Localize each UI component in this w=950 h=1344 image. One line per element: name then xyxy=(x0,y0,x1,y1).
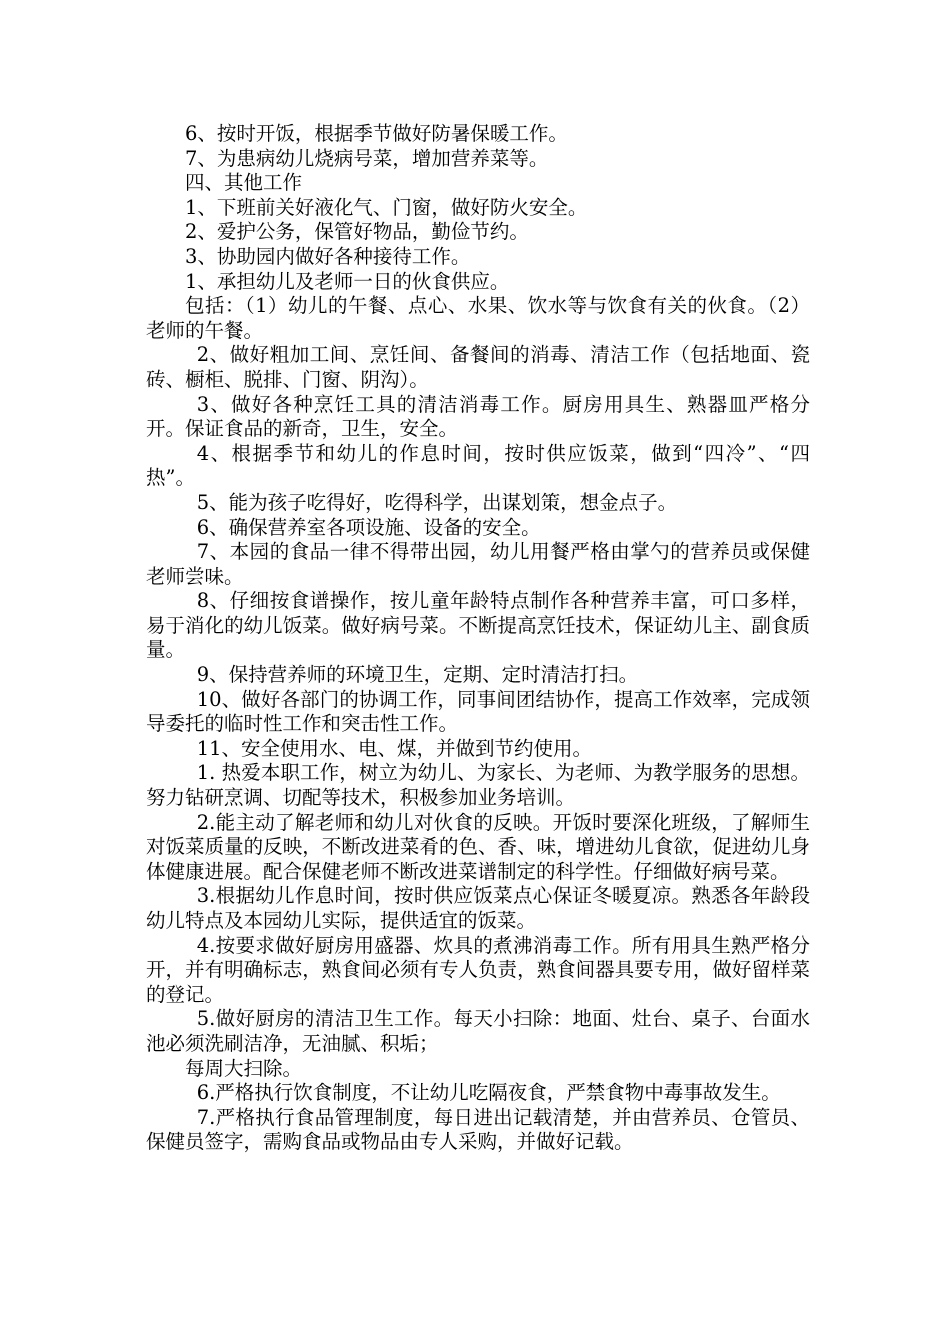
paragraph: 6、按时开饭，根据季节做好防暑保暖工作。 xyxy=(185,122,568,145)
paragraph: 8、仔细按食谱操作，按儿童年龄特点制作各种营养丰富，可口多样，易于消化的幼儿饭菜。做好病号菜。不断提高烹饪技术，保证幼儿主、副食质量。 xyxy=(146,589,810,662)
paragraph: 2.能主动了解老师和幼儿对伙食的反映。开饭时要深化班级，了解师生对饭菜质量的反映，不断改进菜肴的色、香、味，增进幼儿食欲，促进幼儿身体健康进展。配合保健老师不断改进菜谱制定的科学性。仔细做好病号菜。 xyxy=(146,810,810,883)
paragraph: 7.严格执行食品管理制度，每日进出记载清楚，并由营养员、仓管员、保健员签字，需购食品或物品由专人采购，并做好记载。 xyxy=(146,1105,810,1154)
paragraph: 6.严格执行饮食制度，不让幼儿吃隔夜食，严禁食物中毒事故发生。 xyxy=(196,1081,781,1105)
paragraph: 9、保持营养师的环境卫生，定期、定时清洁打扫。 xyxy=(196,663,639,687)
paragraph: 6、确保营养室各项设施、设备的安全。 xyxy=(196,515,541,539)
paragraph: 3.根据幼儿作息时间，按时供应饭菜点心保证冬暖夏凉。熟悉各年龄段幼儿特点及本园幼儿实际，提供适宜的饭菜。 xyxy=(146,884,810,932)
paragraph: 5、能为孩子吃得好，吃得科学，出谋划策，想金点子。 xyxy=(196,490,678,514)
paragraph: 11、安全使用水、电、煤，并做到节约使用。 xyxy=(196,736,593,760)
paragraph: 2、做好粗加工间、烹饪间、备餐间的消毒、清洁工作（包括地面、瓷砖、橱柜、脱排、门窗、阴沟）。 xyxy=(146,343,810,391)
document-page xyxy=(146,122,810,1155)
paragraph: 5.做好厨房的清洁卫生工作。每天小扫除：地面、灶台、桌子、台面水池必须洗刷洁净，无油腻、积垢； xyxy=(146,1007,810,1055)
paragraph: 7、本园的食品一律不得带出园，幼儿用餐严格由掌勺的营养员或保健老师尝味。 xyxy=(146,540,810,588)
paragraph: 2、爱护公务，保管好物品，勤俭节约。 xyxy=(185,220,529,244)
paragraph: 3、做好各种烹饪工具的清洁消毒工作。厨房用具生、熟器皿严格分开。保证食品的新奇，卫生，安全。 xyxy=(146,392,810,441)
paragraph: 7、为患病幼儿烧病号菜，增加营养菜等。 xyxy=(185,146,549,170)
paragraph: 3、协助园内做好各种接待工作。 xyxy=(185,244,471,268)
paragraph: 1. 热爱本职工作，树立为幼儿、为家长、为老师、为教学服务的思想。努力钻研烹调、切配等技术，积极参加业务培训。 xyxy=(146,761,810,810)
paragraph: 1、承担幼儿及老师一日的伙食供应。 xyxy=(185,269,510,293)
paragraph: 每周大扫除。 xyxy=(185,1056,303,1080)
paragraph: 1、下班前关好液化气、门窗，做好防火安全。 xyxy=(185,195,588,219)
paragraph: 4.按要求做好厨房用盛器、炊具的煮沸消毒工作。所有用具生熟严格分开，并有明确标志，熟食间必须有专人负责，熟食间器具要专用，做好留样菜的登记。 xyxy=(146,933,810,1006)
section-heading: 四、其他工作 xyxy=(185,171,303,195)
paragraph: 10、做好各部门的协调工作，同事间团结协作，提高工作效率，完成领导委托的临时性工作和突击性工作。 xyxy=(146,687,810,736)
paragraph: 4、根据季节和幼儿的作息时间，按时供应饭菜，做到“四冷”、“四热”。 xyxy=(146,441,810,490)
paragraph: 包括：（1）幼儿的午餐、点心、水果、饮水等与饮食有关的伙食。（2）老师的午餐。 xyxy=(146,294,810,342)
